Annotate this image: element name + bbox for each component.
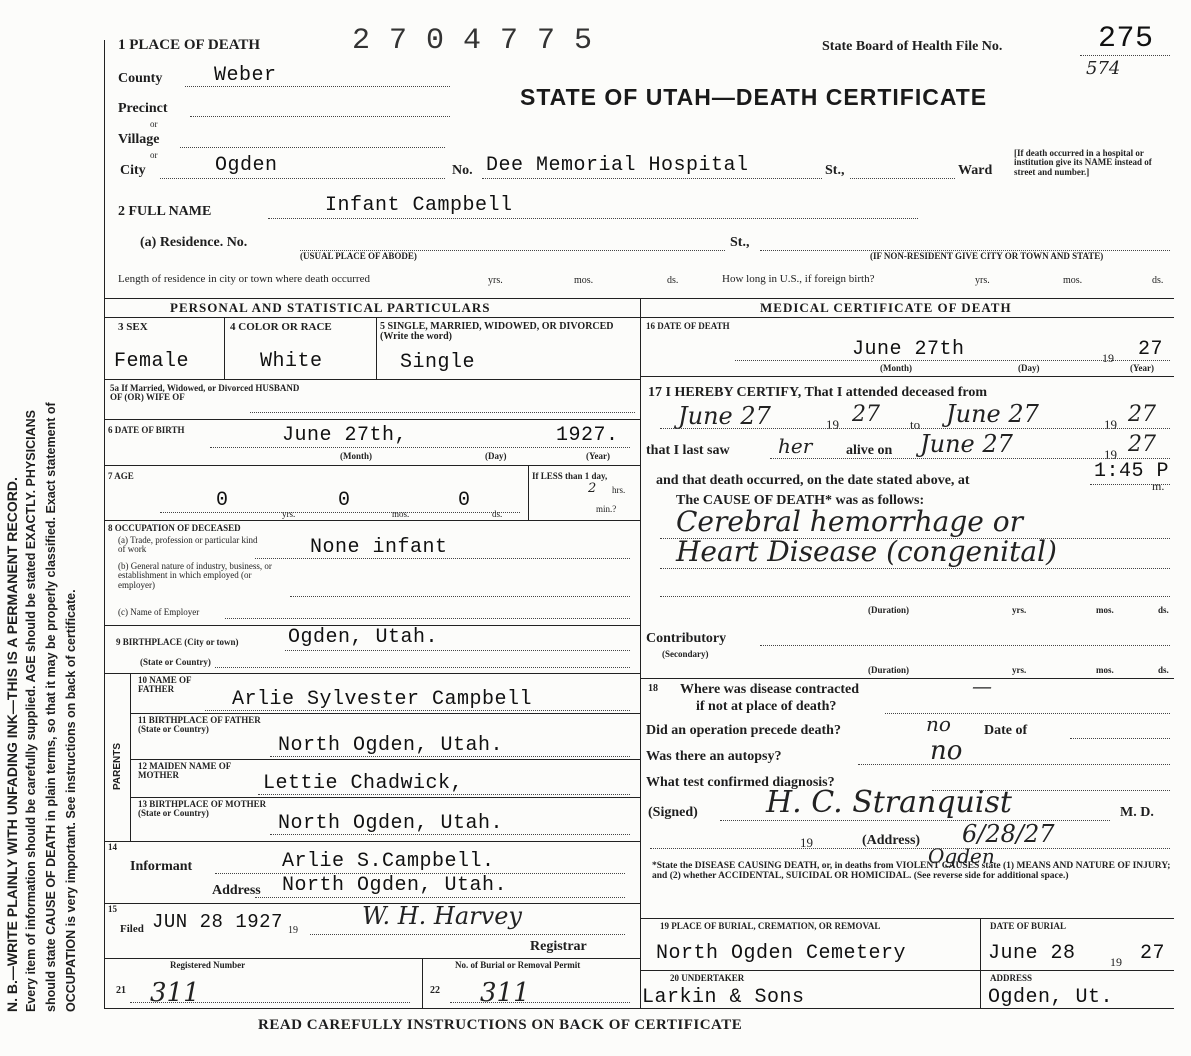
ward-note: [If death occurred in a hospital or institution give its NAME instead of street and number.] [1014, 148, 1152, 177]
length-of-residence-label: Length of residence in city or town where death occurred [118, 273, 370, 285]
left-border [104, 40, 105, 1008]
burial-date-value: June 28 [988, 942, 1076, 965]
age-label: 7 AGE [108, 471, 134, 481]
or-1: or [150, 119, 158, 129]
age-months: 0 [338, 489, 351, 512]
time-m: m. [1152, 479, 1165, 493]
father-name-value: Arlie Sylvester Campbell [232, 688, 533, 711]
file-number-label: State Board of Health File No. [822, 39, 1003, 54]
length-mos: mos. [574, 275, 594, 286]
attended-from-date: June 27 [678, 402, 771, 430]
disease-contracted-value: — [972, 674, 992, 698]
less-than-label: If LESS than 1 day, [532, 471, 608, 481]
length-ds: ds. [667, 275, 679, 286]
medical-heading: MEDICAL CERTIFICATE OF DEATH [760, 300, 1012, 315]
burial-place-label: 19 PLACE OF BURIAL, CREMATION, OR REMOVAL [660, 921, 881, 931]
dob-year: 1927. [556, 424, 619, 447]
registered-number-value: 311 [150, 978, 200, 1008]
precinct-label: Precinct [118, 101, 168, 116]
registrar-label: Registrar [530, 939, 587, 954]
occupation-value: None infant [310, 536, 448, 559]
city-label: City [120, 163, 146, 178]
attended-from-year: 27 [852, 402, 880, 427]
registered-number-index: 21 [116, 985, 126, 996]
duration-yrs-1: yrs. [1012, 605, 1027, 615]
signed-date: 6/28/27 [962, 820, 1055, 848]
employer-label: (c) Name of Employer [118, 607, 200, 617]
operation-value: no [926, 712, 951, 736]
side-note-1: N. B.—WRITE PLAINLY WITH UNFADING INK—THIS IS A PERMANENT RECORD. [4, 477, 20, 1012]
informant-address-value: North Ogden, Utah. [282, 874, 508, 897]
stamp-number: 2 7 0 4 7 7 5 [352, 24, 593, 58]
side-note-3: should state CAUSE OF DEATH in plain terms, so that it may be properly classified. Exact statement of [44, 402, 58, 1012]
spouse-label: 5a If Married, Widowed, or Divorced HUSBAND OF (OR) WIFE OF [110, 383, 300, 403]
registrar-signature: W. H. Harvey [362, 902, 522, 930]
informant-address-label: Address [212, 883, 261, 898]
section-divider-top [104, 298, 1174, 299]
full-name-value: Infant Campbell [325, 194, 513, 217]
color-label: 4 COLOR OR RACE [230, 321, 332, 333]
us-ds: ds. [1152, 275, 1164, 286]
duration-ds-2: ds. [1158, 665, 1169, 675]
duration-note-2: (Duration) [868, 665, 909, 675]
footer-instructions: READ CAREFULLY INSTRUCTIONS ON BACK OF CERTIFICATE [258, 1017, 743, 1033]
physician-address: Ogden [928, 844, 995, 868]
burial-19: 19 [1110, 955, 1122, 969]
date-of-death-value: June 27th [852, 338, 965, 361]
mother-birthplace-label: 13 BIRTHPLACE OF MOTHER (State or Country) [138, 799, 267, 819]
informant-number: 14 [108, 842, 117, 852]
md-label: M. D. [1120, 805, 1154, 820]
father-name-label: 10 NAME OF FATHER [138, 675, 192, 695]
disease-contracted-label-2: if not at place of death? [696, 699, 837, 714]
less-hrs-note: hrs. [612, 485, 626, 495]
informant-value: Arlie S.Campbell. [282, 850, 495, 873]
how-long-us-label: How long in U.S., if foreign birth? [722, 273, 875, 285]
duration-mos-2: mos. [1096, 665, 1114, 675]
autopsy-label: Was there an autopsy? [646, 749, 782, 764]
place-of-death-label: 1 PLACE OF DEATH [118, 37, 261, 53]
dob-label: 6 DATE OF BIRTH [108, 425, 185, 435]
us-mos: mos. [1063, 275, 1083, 286]
burial-date-year: 27 [1140, 942, 1166, 965]
mother-birthplace-value: North Ogden, Utah. [278, 812, 504, 835]
q18-number: 18 [648, 683, 658, 694]
dob-month-note: (Month) [340, 451, 372, 461]
last-saw-label: that I last saw [646, 443, 730, 458]
alive-on-label: alive on [846, 443, 893, 458]
parents-label: PARENTS [112, 742, 123, 790]
certificate-title: STATE OF UTAH—DEATH CERTIFICATE [520, 84, 988, 110]
nonresident-note: (IF NON-RESIDENT GIVE CITY OR TOWN AND STATE) [870, 251, 1104, 261]
duration-ds-1: ds. [1158, 605, 1169, 615]
number-label: No. [452, 163, 473, 178]
filed-19: 19 [288, 925, 298, 936]
or-2: or [150, 150, 158, 160]
filed-date: JUN 28 1927 [152, 911, 283, 933]
cause-primary-line1: Cerebral hemorrhage or [676, 505, 1023, 538]
age-yrs-note: yrs. [282, 509, 296, 519]
certify-label: 17 I HEREBY CERTIFY, That I attended deceased from [648, 385, 988, 400]
alive-on-year: 27 [1128, 432, 1156, 457]
residence-st-label: St., [730, 235, 750, 250]
attended-to-label: to [910, 417, 921, 432]
autopsy-value: no [930, 736, 963, 766]
file-number: 275 [1098, 22, 1154, 56]
attended-to-year: 27 [1128, 402, 1156, 427]
sex-label: 3 SEX [118, 321, 148, 333]
secondary-note: (Secondary) [662, 649, 709, 659]
test-confirmed-label: What test confirmed diagnosis? [646, 775, 835, 790]
cause-label: The CAUSE OF DEATH* was as follows: [676, 493, 925, 508]
burial-place-value: North Ogden Cemetery [656, 942, 907, 965]
full-name-label: 2 FULL NAME [118, 204, 212, 219]
dod-day-note: (Day) [1018, 363, 1040, 373]
dob-day-note: (Day) [485, 451, 507, 461]
us-yrs: yrs. [975, 275, 990, 286]
burial-permit-label: No. of Burial or Removal Permit [455, 960, 581, 970]
to-19: 19 [1104, 417, 1117, 432]
informant-label: Informant [130, 859, 193, 874]
length-yrs: yrs. [488, 275, 503, 286]
personal-heading: PERSONAL AND STATISTICAL PARTICULARS [170, 300, 491, 315]
duration-mos-1: mos. [1096, 605, 1114, 615]
sex-value: Female [114, 350, 190, 373]
file-number-secondary: 574 [1086, 58, 1121, 79]
date-of-label: Date of [984, 723, 1028, 738]
county-label: County [118, 71, 163, 86]
mother-name-label: 12 MAIDEN NAME OF MOTHER [138, 761, 231, 781]
duration-note-1: (Duration) [868, 605, 909, 615]
time-of-death: 1:45 P [1094, 460, 1170, 483]
registered-number-label: Registered Number [170, 960, 246, 970]
city-value: Ogden [215, 154, 278, 177]
undertaker-value: Larkin & Sons [642, 986, 805, 1009]
burial-permit-index: 22 [430, 985, 440, 996]
occupation-b-note: (b) General nature of industry, business, or establishment in which employed (or employer) [118, 561, 272, 590]
center-divider [640, 298, 641, 1008]
burial-date-label: DATE OF BURIAL [990, 921, 1067, 931]
duration-yrs-2: yrs. [1012, 665, 1027, 675]
contributory-label: Contributory [646, 631, 727, 646]
address-label: (Address) [862, 833, 921, 848]
dob-year-note: (Year) [586, 451, 610, 461]
occupation-label: 8 OCCUPATION OF DECEASED [108, 523, 241, 533]
cause-primary-line2: Heart Disease (congenital) [676, 535, 1057, 568]
undertaker-address-value: Ogden, Ut. [988, 986, 1114, 1009]
birthplace-label: 9 BIRTHPLACE (City or town) [116, 637, 239, 647]
age-years: 0 [216, 489, 229, 512]
mother-name-value: Lettie Chadwick, [263, 772, 464, 795]
age-days: 0 [458, 489, 471, 512]
less-min-note: min.? [596, 504, 617, 514]
age-ds-note: ds. [492, 509, 503, 519]
cause-footnote: *State the DISEASE CAUSING DEATH, or, in deaths from VIOLENT CAUSES state (1) MEANS AND NATURE OF INJURY; and (2) whether ACCIDENTAL, SUICIDAL OR HOMICIDAL. (See reverse side for additional space.) [652, 861, 1171, 881]
signed-label: (Signed) [648, 805, 698, 820]
from-19: 19 [826, 417, 839, 432]
disease-contracted-label: Where was disease contracted [680, 682, 859, 697]
alive-on-date: June 27 [920, 430, 1013, 458]
occupation-a-note: (a) Trade, profession or particular kind of work [118, 535, 258, 555]
ward-label: Ward [958, 163, 993, 178]
dod-year-note: (Year) [1130, 363, 1154, 373]
signed-19: 19 [800, 835, 813, 850]
abode-note: (USUAL PLACE OF ABODE) [300, 251, 417, 261]
birthplace-state-note: (State or Country) [140, 657, 211, 667]
father-birthplace-value: North Ogden, Utah. [278, 734, 504, 757]
alive-19: 19 [1104, 447, 1117, 462]
attended-to-date: June 27 [946, 400, 1039, 428]
street-value: Dee Memorial Hospital [486, 154, 749, 177]
marital-label: 5 SINGLE, MARRIED, WIDOWED, OR DIVORCED (Write the word) [380, 321, 614, 342]
last-saw-value: her [778, 434, 813, 458]
death-occurred-label: and that death occurred, on the date stated above, at [656, 473, 970, 488]
age-mos-note: mos. [392, 509, 410, 519]
father-birthplace-label: 11 BIRTHPLACE OF FATHER (State or Country) [138, 715, 261, 735]
less-than-hours: 2 [588, 481, 597, 496]
village-label: Village [118, 132, 160, 147]
filed-label: Filed [120, 923, 144, 935]
filed-number: 15 [108, 904, 117, 914]
date-of-death-year: 27 [1138, 338, 1164, 361]
dob-value: June 27th, [282, 424, 408, 447]
undertaker-address-label: ADDRESS [990, 973, 1033, 983]
street-suffix-label: St., [825, 163, 845, 178]
dod-month-note: (Month) [880, 363, 912, 373]
burial-permit-value: 311 [480, 978, 530, 1008]
undertaker-label: 20 UNDERTAKER [670, 973, 745, 983]
operation-label: Did an operation precede death? [646, 723, 841, 738]
county-value: Weber [214, 64, 277, 87]
residence-label: (a) Residence. No. [140, 235, 248, 250]
physician-signature: H. C. Stranquist [766, 785, 1012, 820]
color-value: White [260, 350, 323, 373]
date-of-death-label: 16 DATE OF DEATH [646, 321, 730, 331]
dod-19: 19 [1102, 351, 1114, 365]
side-note-2: Every item of information should be carefully supplied. AGE should be stated EXACTLY. PHYSICIANS [24, 410, 38, 1012]
side-note-4: OCCUPATION is very important. See instructions on back of certificate. [64, 589, 78, 1012]
birthplace-value: Ogden, Utah. [288, 626, 439, 649]
marital-value: Single [400, 351, 476, 374]
